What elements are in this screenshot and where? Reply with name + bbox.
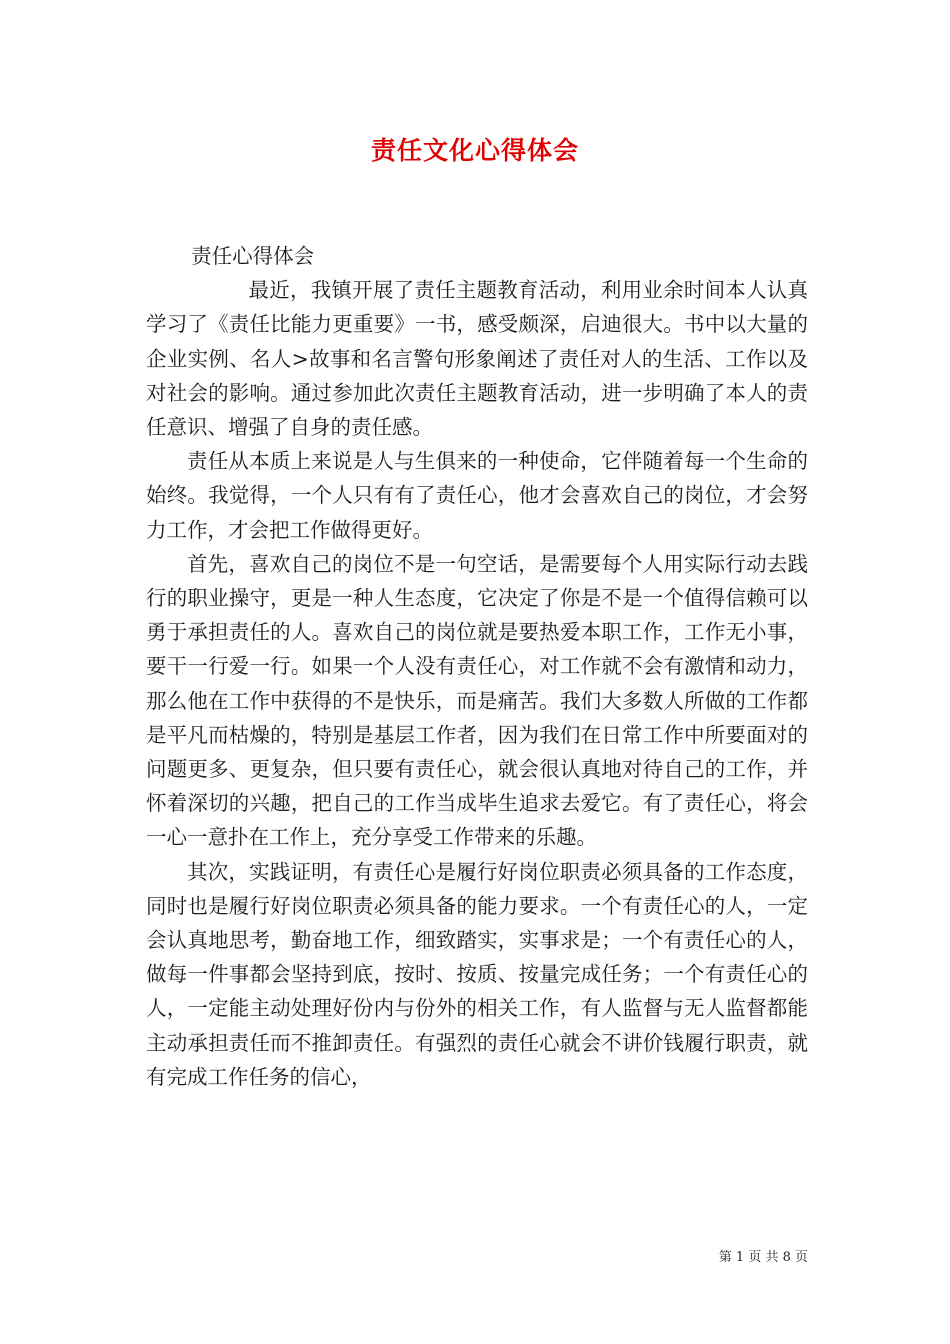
paragraph-4: 其次，实践证明，有责任心是履行好岗位职责必须具备的工作态度，同时也是履行好岗位职责必须具备的能力要求。一个有责任心的人，一定会认真地思考，勤奋地工作，细致踏实，实事求是；一个有责任心的人，做每一件事都会坚持到底，按时、按质、按量完成任务；一个有责任心的人，一定能主动处理好份内与份外的相关工作，有人监督与无人监督都能主动承担责任而不推卸责任。有强烈的责任心就会不讲价钱履行职责，就有完成工作任务的信心， (146, 859, 808, 1089)
paragraph-3: 首先，喜欢自己的岗位不是一句空话，是需要每个人用实际行动去践行的职业操守，更是一种人生态度，它决定了你是不是一个值得信赖可以勇于承担责任的人。喜欢自己的岗位就是要热爱本职工作，工作无小事，要干一行爱一行。如果一个人没有责任心，对工作就不会有激情和动力，那么他在工作中获得的不是快乐，而是痛苦。我们大多数人所做的工作都是平凡而枯燥的，特别是基层工作者，因为我们在日常工作中所要面对的问题更多、更复杂，但只要有责任心，就会很认真地对待自己的工作，并怀着深切的兴趣，把自己的工作当成毕生追求去爱它。有了责任心，将会一心一意扑在工作上，充分享受工作带来的乐趣。 (146, 551, 808, 850)
paragraph-2: 责任从本质上来说是人与生俱来的一种使命，它伴随着每一个生命的始终。我觉得，一个人只有有了责任心，他才会喜欢自己的岗位，才会努力工作，才会把工作做得更好。 (146, 449, 808, 542)
page-number-footer: 第 1 页 共 8 页 (718, 1250, 808, 1265)
document-body (146, 239, 808, 1094)
paragraph-1: 最近，我镇开展了责任主题教育活动，利用业余时间本人认真学习了《责任比能力更重要》一书，感受颇深，启迪很大。书中以大量的企业实例、名人>故事和名言警句形象阐述了责任对人的生活、工作以及对社会的影响。通过参加此次责任主题教育活动，进一步明确了本人的责任意识、增强了自身的责任感。 (146, 278, 808, 440)
section-subheading: 责任心得体会 (191, 244, 315, 268)
document-title: 责任文化心得体会 (370, 136, 579, 165)
